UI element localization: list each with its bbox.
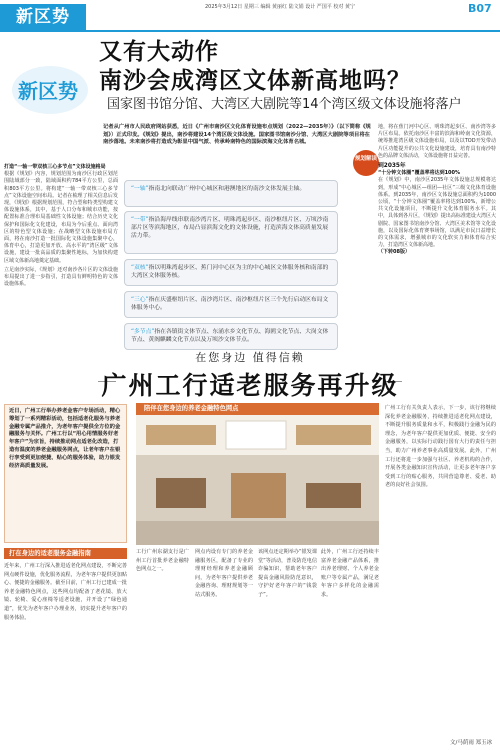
headline-line-2: 南沙会成湾区文体新高地吗？: [99, 68, 411, 94]
section-badge-logo: [10, 60, 98, 118]
story2-headline: 广州工行适老服务再升级: [101, 371, 399, 400]
info-box-head: “多节点”: [131, 329, 155, 335]
info-box: [124, 259, 338, 286]
info-box: [124, 323, 338, 350]
info-box-head: “一带”: [131, 217, 149, 223]
summary-box: 近日，广州工行举办养老金客户专场活动，精心筹划了一系列精彩活动，包括适老化服务与养老金融专属产品推介，为老年客户提供全方位的金融服务与关怀。广州工行以“用心用情服务好老年客户”为宗旨，持续推动网点适老化改造，打造有温度的养老金融服务网点，让老年客户在银行享受到更加便捷、贴心的服务体验，助力银发经济高质量发展。: [4, 404, 127, 543]
info-box-body: 指在庆盛枢纽片区、南沙湾片区、南沙枢纽片区三个先行启动区布局文体服务中心。: [131, 297, 329, 311]
headline-1: [99, 38, 411, 96]
story2-column-5: 此外，广州工行还持续丰富养老金融产品体系，推出养老理财、个人养老金账户等专属产品，满足老年客户多样化的金融需求。: [321, 549, 379, 598]
story2-column-right: 广州工行有关负责人表示，下一步，该行将继续深化养老金融服务，持续推进适老化网点建设，不断提升服务质量和水平，积极践行金融为民的理念，为老年客户提供更加优质、便捷、安全的金融服务，以实际行动践行国有大行的责任与担当，助力广州养老事业高质量发展。此外，广州工行还将进一步加强与社区、养老机构的合作，开展各类金融知识宣传活动，让更多老年客户享受到工行的贴心服务，共同营造尊老、爱老、助老的良好社会氛围。: [385, 405, 496, 489]
info-box: [124, 291, 338, 318]
column-right-body: 地，将在蕉门河中心区、明珠湾起步区、南沙湾等多片区布局。依托南沙区丰富的滨海和岭南文化资源，统筹推进湾区级文体设施布局，以及以TOD开发带动片区功能提升的公共文化设施建设，培育具有南沙特色的品牌文体活动，文体设施将日益完善。: [378, 124, 496, 159]
subheadline: 国家图书馆分馆、大湾区大剧院等14个湾区级文体设施将落户: [107, 97, 462, 112]
story2-slogan: 在您身边 值得信赖: [195, 351, 305, 364]
photo-illustration: [136, 403, 379, 545]
column-title: 打造“一轴一带双核三心多节点”文体设施格局: [4, 164, 106, 170]
column-right-body-2: 在《规划》中，南沙区2035年文体设施总规模将达到，形成“中心城区—组团—社区”三级文化体育设施体系。到2035年，南沙区文体设施总面积约为1000公顷，“十分钟文体圈”覆盖率将达到100%，新增公共文化设施项目，不断提升文化体育服务水平。其中，具体到各片区，《规划》提出高标准建设大湾区大剧院、国家图书馆南沙分馆、大湾区美术馆等文化设施，以及国际化体育赛事场馆，以满足市民日益增长的文体需求，增强城市的文化软实力和体育综合实力，打造湾区文体新高地。: [378, 177, 496, 249]
column-right: [378, 124, 496, 257]
lead-paragraph: 记者从广州市人民政府网站获悉，近日《广州市南沙区文化体育设施布点规划（2022—2035年）》（以下简称《规划》）正式印发。《规划》提出，南沙将建设14个湾区级文体设施。国家图书馆南沙分馆、大湾区大剧院等项目将在南沙落地。未来南沙将打造成为彰显中国气派、传承岭南特色的国际滨海文化体育名城。: [103, 124, 371, 146]
section-tab: 新区势: [0, 4, 86, 30]
column-body: 根据《规划》内容，规划范围为南沙区行政区划范围陆域部分一致，陆域面积约784平方公里，总面积803平方公里。将构建“一轴一带双核三心多节点”文体设施空间布局。记者在梳理了相关信息后发现，《规划》根据规划范围，符合型和特类型构建文体设施体系，其中，基于人口分布和城市功能，按配置标准合理布局基础性文体设施；结合历史文化保护和国际化文化建设，布局为今后重点、面向湾区的特色型文体设施；在战略型文体设施布局方面，将在南沙打造一批国际化文体设施集聚中心，体育中心，打造更加开放、高水平的“湾区级”文体设施，建设一批高品质的集聚性地标，为加快构建区域文体新高地奠定基础。: [4, 171, 118, 264]
info-box: [124, 211, 338, 254]
story2-column-4: 该网点还定期举办“银发课堂”等活动，普及防范电信诈骗知识，帮助老年客户提高金融风险防范意识，守护好老年客户的“钱袋子”。: [258, 549, 317, 598]
info-box-body: 指以明珠湾起步区、蕉门河中心区为主的中心城区文体服务核和南部的大湾区文体服务核。: [131, 265, 329, 279]
info-box-head: “三心”: [131, 297, 149, 303]
story2-column-1: 近年来，广州工行深入推进适老化网点建设，不断完善网点硬件设施，优化服务流程，为老年客户提供更加贴心、便捷的金融服务。截至目前，广州工行已建成一批养老金融特色网点，这些网点均配备了老花镜、放大镜、轮椅、爱心座椅等适老设施，并开设了“绿色通道”，优先为老年客户办理业务，切实提升老年客户的服务体验。: [4, 563, 127, 621]
info-box-body: 指在各镇街文体节点、东涌水乡文化节点、海鸥文化节点、大岗文体节点、黄阁麒麟文化节点以及万顷沙文体节点。: [131, 329, 329, 343]
info-box-head: “一轴”: [131, 186, 149, 192]
story2-column-2: 工行广州东湖支行是广州工行首批养老金融特色网点之一。: [136, 549, 189, 573]
page-meta: 2025年3月12日 星期三 编辑 黄丽红 陆文娟 设计 严国平 校对 黄宁: [205, 4, 355, 10]
page-number: B07: [468, 2, 492, 15]
column-left: [4, 164, 118, 288]
continued-note: （下转08版）: [378, 249, 410, 256]
photo-caption: 陪伴在您身边的养老金融特色网点: [136, 403, 379, 415]
info-box-body: 指南北向联动广州中心城区和港澳地区的南沙文体发展主轴。: [148, 186, 306, 192]
column-body-2: 立足南沙实际，《规划》还对南沙各片区的文体设施布局提出了进一步指引，打造具有鲜明特色的文体设施体系。: [4, 266, 118, 288]
story2-column-3: 网点内设有专门的养老金融服务区，配备了专业的理财经理和养老金融顾问，为老年客户提供养老金融咨询、理财规划等一站式服务。: [195, 549, 253, 598]
headline-line-1: 又有大动作: [99, 39, 219, 65]
analysis-badge: 规划解读: [353, 150, 379, 176]
header-rule: [0, 30, 500, 32]
column-right-title: 到2035年: [378, 163, 406, 170]
info-box-head: “双核”: [131, 265, 149, 271]
byline: 文/马荫雨 郑玉冰: [450, 740, 493, 746]
info-box-body: 指沿海岸线串联南沙湾片区、明珠湾起步区、南沙枢纽片区、万顷沙南部片区等滨海地区，布局凸显滨海文化的文体设施，打造滨海文体高质量发展活力带。: [131, 217, 329, 239]
column-right-subtitle: “十分钟文体圈”覆盖率将达到100%: [378, 170, 461, 177]
badge-text: 新区势: [18, 79, 78, 103]
bank-branch-photo: [136, 403, 379, 545]
info-box: [124, 180, 338, 207]
section-bar: 打在身边的适老服务金融指南: [4, 548, 127, 559]
